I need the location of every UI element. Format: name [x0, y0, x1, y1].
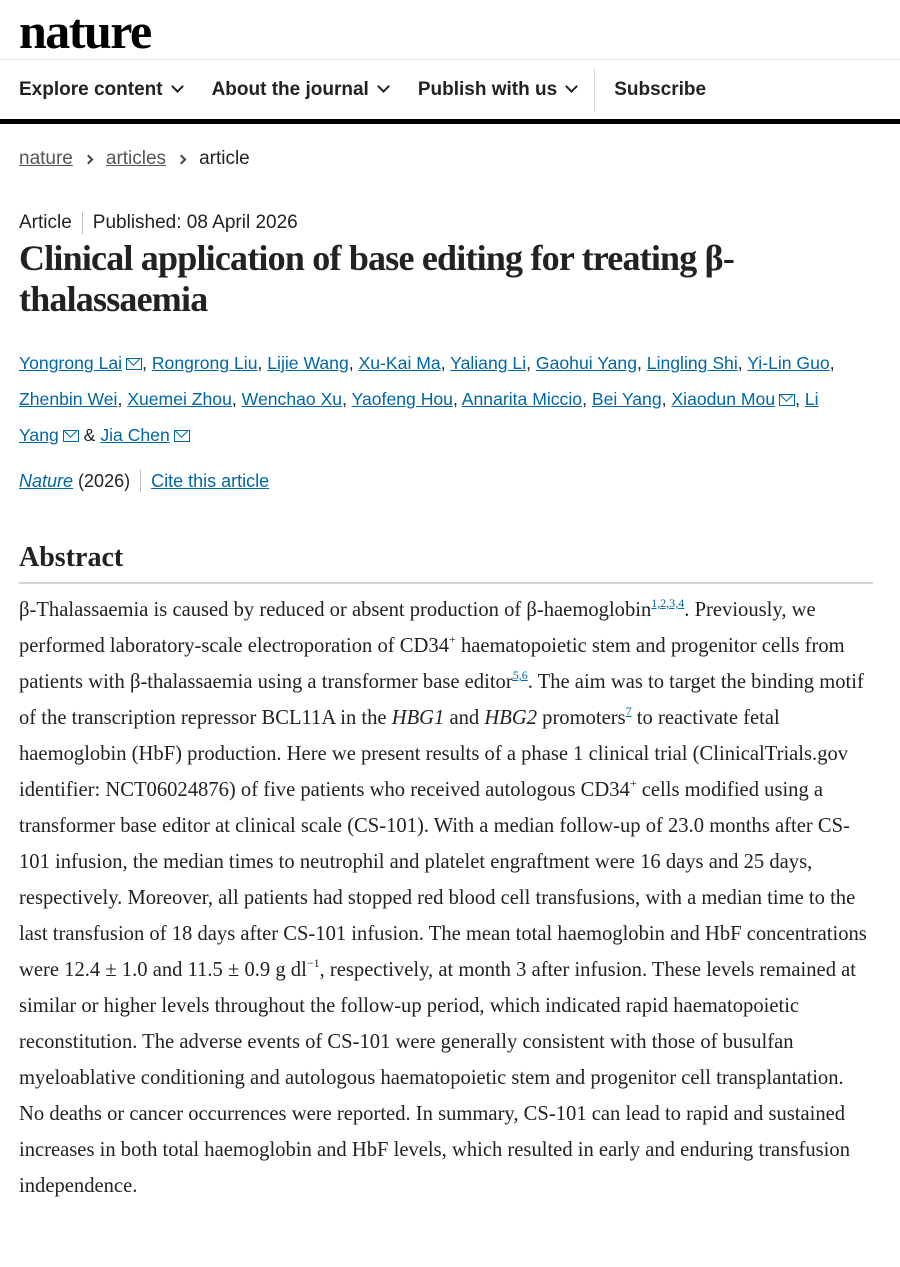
- reference-link[interactable]: 1,2,3,4: [651, 596, 685, 610]
- reference-link[interactable]: 5,6: [512, 668, 528, 682]
- author-separator: ,: [257, 353, 268, 373]
- breadcrumb-current: article: [199, 148, 250, 169]
- cite-this-article-link[interactable]: Cite this article: [151, 470, 270, 491]
- author-separator: ,: [117, 389, 128, 409]
- author-link[interactable]: Lingling Shi: [646, 353, 738, 373]
- author-separator: ,: [829, 353, 835, 373]
- breadcrumb-home-link[interactable]: nature: [19, 148, 73, 169]
- reference-superscript: [651, 596, 684, 610]
- citation-row: [0, 470, 900, 492]
- abstract-text-run: , respectively, at month 3 after infusion. These levels remained at similar or higher levels throughout the follow-up period, which indicated rapid haematopoietic reconstitution. The adverse events of CS-101 were generally consistent with those of busulfan myeloablative conditioning and autologous haematopoietic stem and progenitor cell transplantation. No deaths or cancer occurrences were reported. In summary, CS-101 can lead to rapid and sustained increases in both total haemoglobin and HbF levels, which resulted in early and enduring transfusion independence.: [19, 959, 856, 1197]
- nav-about-journal[interactable]: [212, 79, 388, 101]
- author-separator: ,: [440, 353, 451, 373]
- nav-explore-label: Explore content: [19, 78, 163, 100]
- nav-publish-with-us[interactable]: [418, 79, 576, 101]
- author-separator: ,: [452, 389, 462, 409]
- abstract-text-run: cells modified using a transformer base editor at clinical scale (CS-101). With a median follow-up of 23.0 months after CS-101 infusion, the median times to neutrophil and platelet engraftment were 16 days and 25 days, respectively. Moreover, all patients had stopped red blood cell transfusions, with a median time to the last transfusion of 18 days after CS-101 infusion. The mean total haemoglobin and HbF concentrations were 12.4 ± 1.0 and 11.5 ± 0.9 g dl: [19, 779, 867, 981]
- nav-subscribe-label: Subscribe: [614, 78, 707, 100]
- nav-subscribe[interactable]: [614, 79, 706, 101]
- email-icon[interactable]: [63, 430, 79, 442]
- author-list: [0, 345, 880, 453]
- reference-superscript: [513, 668, 528, 682]
- author-separator: ,: [348, 353, 359, 373]
- article-meta: [0, 212, 900, 234]
- author-separator: ,: [737, 353, 748, 373]
- nav-publish-label: Publish with us: [417, 78, 558, 100]
- article-title: Clinical application of base editing for treating β-thalassaemia: [19, 238, 735, 319]
- logo-bar: [0, 0, 900, 60]
- chevron-down-icon: [565, 80, 578, 93]
- email-icon[interactable]: [126, 358, 142, 370]
- author-separator: &: [78, 425, 101, 445]
- author-link[interactable]: Wenchao Xu: [241, 389, 343, 409]
- breadcrumb-articles-link[interactable]: articles: [105, 148, 167, 169]
- author-link[interactable]: Yaliang Li: [450, 353, 527, 373]
- author-separator: ,: [661, 389, 672, 409]
- reference-link[interactable]: 7: [625, 704, 632, 718]
- gene-name: HBG2: [484, 707, 537, 729]
- citation-year: [73, 471, 130, 492]
- site-header: [0, 0, 900, 124]
- author-separator: ,: [582, 389, 592, 409]
- chevron-right-icon: [177, 154, 187, 164]
- nav-divider: [594, 68, 595, 112]
- author-separator: ,: [637, 353, 647, 373]
- author-link[interactable]: Annarita Miccio: [461, 389, 583, 409]
- chevron-right-icon: [83, 154, 93, 164]
- journal-link[interactable]: Nature: [19, 470, 74, 491]
- author-separator: ,: [342, 389, 352, 409]
- breadcrumb: [0, 148, 900, 170]
- email-icon[interactable]: [779, 394, 795, 406]
- superscript: −1: [306, 956, 320, 970]
- citation-divider: [140, 470, 141, 492]
- gene-name: HBG1: [391, 707, 445, 729]
- meta-divider: [82, 212, 83, 234]
- author-link[interactable]: Lijie Wang: [267, 353, 349, 373]
- author-separator: ,: [231, 389, 242, 409]
- nature-logo[interactable]: nature: [19, 3, 151, 59]
- abstract-text-run: . Previously, we performed laboratory-scale electroporation of CD34: [19, 599, 816, 657]
- author-link[interactable]: Yaofeng Hou: [351, 389, 453, 409]
- abstract-heading: Abstract: [19, 542, 873, 584]
- author-link[interactable]: Yongrong Lai: [19, 353, 123, 373]
- author-link[interactable]: Xiaodun Mou: [671, 389, 776, 409]
- author-link[interactable]: Gaohui Yang: [535, 353, 637, 373]
- author-link[interactable]: Yi-Lin Guo: [747, 353, 830, 373]
- main-nav: [0, 60, 900, 124]
- abstract-text-run: . The aim was to target the binding motif of the transcription repressor BCL11A in the: [19, 671, 864, 729]
- author-separator: ,: [795, 389, 805, 409]
- author-link[interactable]: Xu-Kai Ma: [358, 353, 441, 373]
- published-date: Published: 08 April 2026: [92, 212, 298, 233]
- author-link[interactable]: Li Yang: [19, 389, 819, 445]
- abstract-text-run: to reactivate fetal haemoglobin (HbF) production. Here we present results of a phase 1 clinical trial (ClinicalTrials.gov identifier: NCT06024876) of five patients who received autologous CD34: [19, 707, 849, 801]
- author-separator: ,: [526, 353, 536, 373]
- abstract-text-run: β-Thalassaemia is caused by reduced or absent production of β-haemoglobin: [19, 599, 652, 621]
- chevron-down-icon: [377, 80, 390, 93]
- abstract-text: [0, 592, 890, 1204]
- author-link[interactable]: Rongrong Liu: [151, 353, 258, 373]
- abstract-text-run: haematopoietic stem and progenitor cells from patients with β-thalassaemia using a transformer base editor: [19, 635, 845, 693]
- article-type: Article: [19, 212, 72, 233]
- abstract-text-run: and: [444, 707, 485, 729]
- citation-year-text: (2026): [78, 470, 131, 491]
- nav-explore-content[interactable]: [19, 79, 182, 101]
- author-link[interactable]: Bei Yang: [591, 389, 662, 409]
- author-link[interactable]: Zhenbin Wei: [19, 389, 118, 409]
- superscript: +: [629, 776, 637, 790]
- author-link[interactable]: Jia Chen: [100, 425, 170, 445]
- chevron-down-icon: [171, 80, 184, 93]
- email-icon[interactable]: [174, 430, 190, 442]
- nav-about-label: About the journal: [211, 78, 369, 100]
- abstract-text-run: promoters: [537, 707, 626, 729]
- author-separator: ,: [142, 353, 152, 373]
- author-link[interactable]: Xuemei Zhou: [127, 389, 232, 409]
- superscript: +: [449, 632, 456, 646]
